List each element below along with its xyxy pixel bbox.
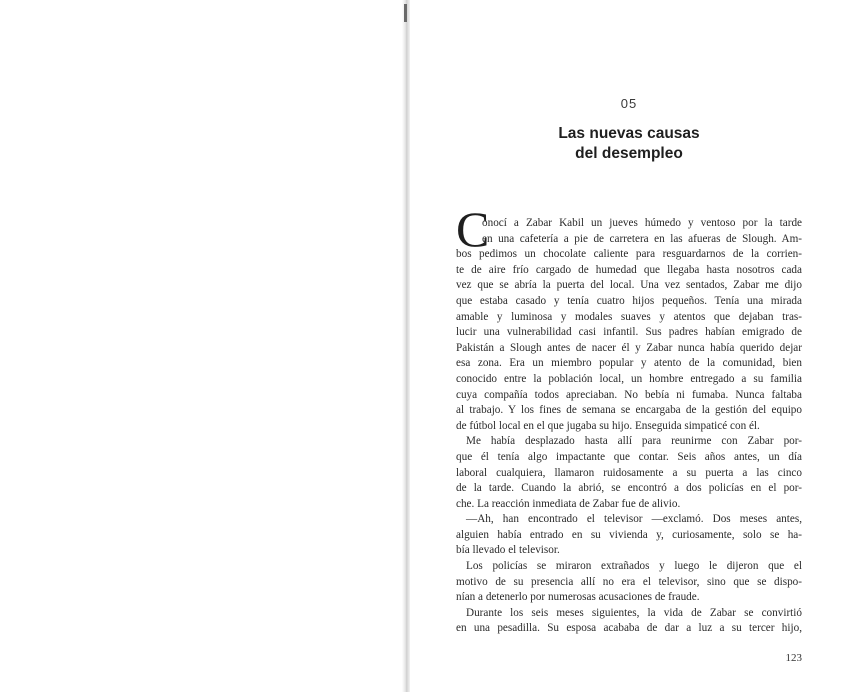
text-line: —Ah, han encontrado el televisor —exclamó. Dos meses antes, [466,513,802,526]
text-line: lucir una vulnerabilidad casi infantil. Sus padres habían emigrado de [456,326,802,339]
text-line: esa zona. Era un miembro popular y atento de la comunidad, bien [456,357,802,370]
text-line: de fútbol local en el que jugaba su hijo. Enseguida simpaticé con él. [456,419,760,432]
text-line: amable y luminosa y modales suaves y atentos que dejaban tras- [456,310,802,323]
text-line: bía llevado el televisor. [456,544,560,557]
book-gutter [402,0,410,692]
page-number: 123 [785,652,802,664]
text-line: al trabajo. Y los fines de semana se encargaba de la gestión del equipo [456,404,802,417]
text-line: que él tenía algo impactante que contar. Seis años antes, un día [456,450,802,463]
text-line: de la tarde. Cuando la abrió, se encontró a dos policías en el por- [456,482,802,495]
text-line: Durante los seis meses siguientes, la vida de Zabar se convirtió [466,606,802,619]
chapter-title-line: Las nuevas causas [558,125,700,142]
text-line: Me había desplazado hasta allí para reunirme con Zabar por- [466,435,802,448]
text-line: que estaba casado y tenía cuatro hijos pequeños. Tenía una mirada [456,294,802,307]
chapter-title [410,124,848,164]
text-line: Los policías se miraron extrañados y luego le dijeron que el [466,560,802,573]
text-line: alguien había entrado en su vivienda y, curiosamente, solo se ha- [456,528,802,541]
text-line: vez que se abría la puerta del local. Una vez sentados, Zabar me dijo [456,279,802,292]
text-line: Pakistán a Slough antes de nacer él y Zabar nunca había querido dejar [456,341,802,354]
text-line: onocí a Zabar Kabil un jueves húmedo y ventoso por la tarde [482,217,802,229]
text-line: en una cafetería a pie de carretera en las afueras de Slough. Am- [482,232,802,245]
text-line: che. La reacción inmediata de Zabar fue de alivio. [456,497,681,510]
body-text [456,216,802,637]
chapter-number: 05 [620,96,638,111]
text-line: motivo de su presencia allí no era el televisor, sino que se dispo- [456,575,802,588]
left-page [0,0,404,692]
text-line: conocido entre la población local, un hombre entregado a su familia [456,372,802,385]
chapter-title-line: del desempleo [575,145,683,162]
text-line: laboral cualquiera, llamaron ruidosamente a su puerta a las cinco [456,466,802,479]
text-line: cuya compañía todos apreciaban. No bebía ni fumaba. Nunca faltaba [456,388,802,401]
gutter-mark [404,4,407,22]
text-line: nían a detenerlo por numerosas acusaciones de fraude. [456,591,700,604]
drop-cap: C [456,201,490,257]
text-line: en una pesadilla. Su esposa acababa de dar a luz a su tercer hijo, [456,622,802,635]
text-line: bos pedimos un chocolate caliente para resguardarnos de la corrien- [456,248,802,261]
text-line: te de aire frío cargado de humedad que llegaba hasta nosotros cada [456,263,802,276]
